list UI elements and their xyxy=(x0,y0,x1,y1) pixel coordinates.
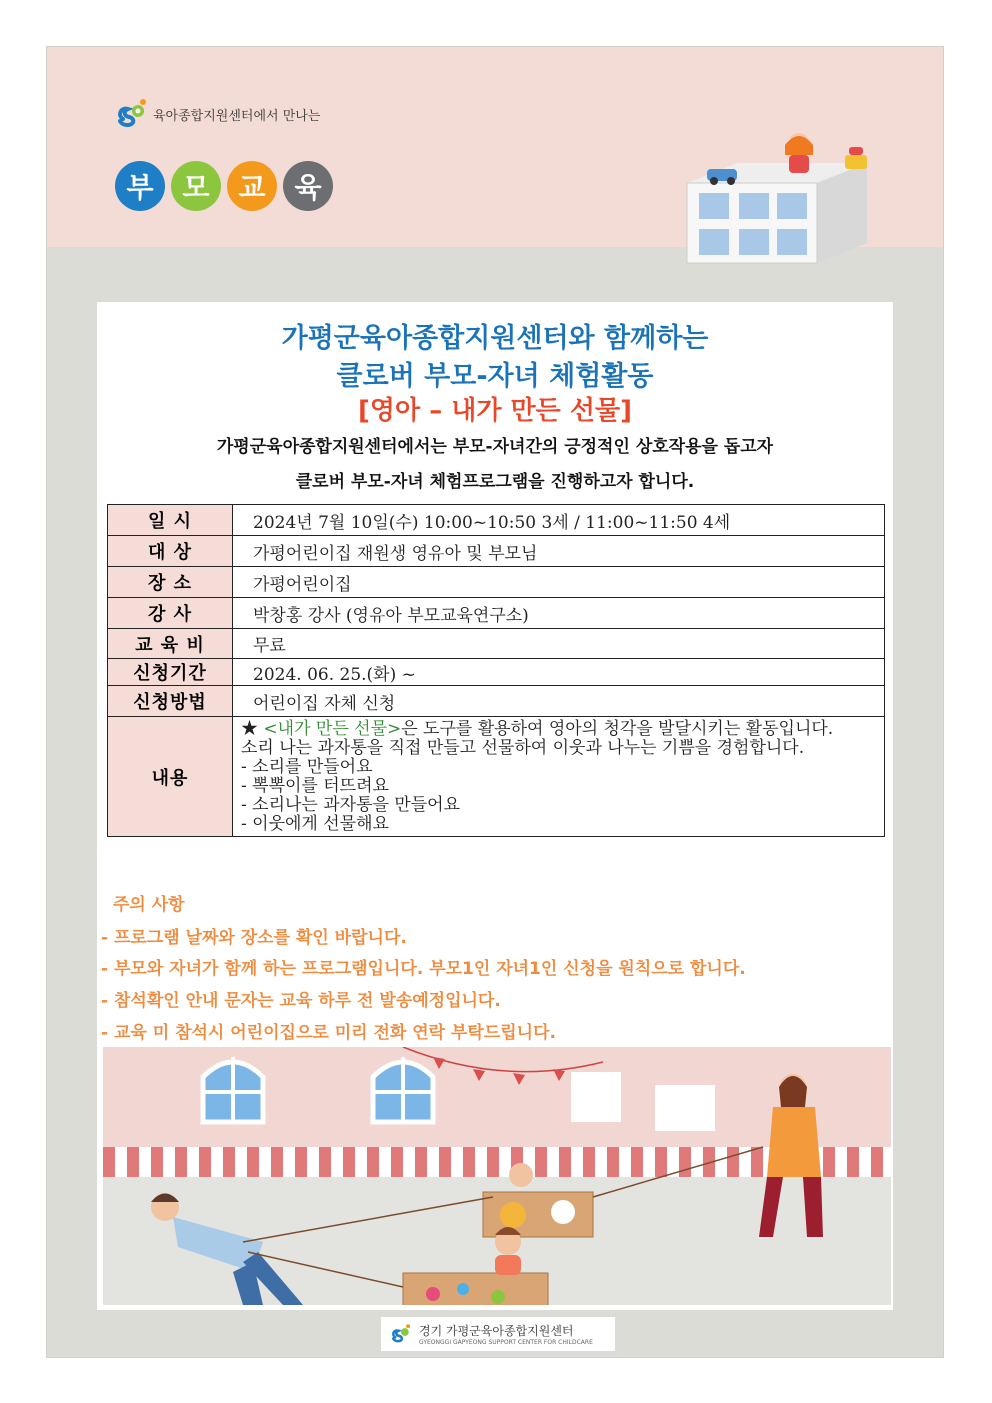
row-value: 가평어린이집 xyxy=(233,567,885,598)
footer-texts xyxy=(413,1322,593,1346)
footer-logo xyxy=(381,1317,615,1351)
content-line-1: ★ <내가 만든 선물>은 도구를 활용하여 영아의 청각을 발달시키는 활동입니다. xyxy=(241,718,834,739)
footer-center-name: 경기 가평군육아종합지원센터 xyxy=(419,1324,574,1338)
family-play-illustration xyxy=(103,1047,891,1305)
toy-shelf-illustration xyxy=(677,133,877,273)
row-value: 박창홍 강사 (영유아 부모교육연구소) xyxy=(233,598,885,629)
list-item: - 뽁뽁이를 터뜨려요 xyxy=(241,775,389,796)
row-value: 가평어린이집 재원생 영유아 및 부모님 xyxy=(233,536,885,567)
table-row xyxy=(108,598,885,629)
footer-center-subtitle: GYEONGGI GAPYEONG SUPPORT CENTER FOR CHILDCARE xyxy=(419,1339,593,1346)
row-label: 신청방법 xyxy=(108,686,233,717)
circle-yuk: 육 xyxy=(283,161,333,211)
list-item: - 소리를 만들어요 xyxy=(241,756,373,777)
row-value: 어린이집 자체 신청 xyxy=(233,686,885,717)
table-row xyxy=(108,659,885,686)
program-name: <내가 만든 선물> xyxy=(263,718,402,739)
notice-item: - 참석확인 안내 문자는 교육 하루 전 발송예정입니다. xyxy=(101,991,501,1011)
list-item: - 이웃에게 선물해요 xyxy=(241,813,389,834)
notice-title: 주의 사항 xyxy=(113,895,185,915)
intro-line-1: 가평군육아종합지원센터에서는 부모-자녀간의 긍정적인 상호작용을 돕고자 xyxy=(216,437,774,457)
list-item: - 소리나는 과자통을 만들어요 xyxy=(241,794,461,815)
info-table xyxy=(107,504,885,837)
row-value: 2024년 7월 10일(수) 10:00~10:50 3세 / 11:00~11:50 4세 xyxy=(233,505,885,536)
content-panel xyxy=(97,302,893,1310)
content-description xyxy=(233,717,885,837)
title-line-2: 클로버 부모-자녀 체험활동 xyxy=(336,361,654,392)
row-label: 장 소 xyxy=(108,567,233,598)
table-row xyxy=(108,536,885,567)
star-icon: ★ xyxy=(241,718,264,739)
row-label: 강 사 xyxy=(108,598,233,629)
notice-item: - 프로그램 날짜와 장소를 확인 바랍니다. xyxy=(101,928,407,948)
row-value: 2024. 06. 25.(화) ~ xyxy=(233,659,885,686)
row-value: 무료 xyxy=(233,629,885,659)
table-row xyxy=(108,686,885,717)
circle-bu: 부 xyxy=(115,161,165,211)
center-logo xyxy=(115,97,320,131)
row-label: 신청기간 xyxy=(108,659,233,686)
table-row xyxy=(108,629,885,659)
row-label: 교 육 비 xyxy=(108,629,233,659)
table-row xyxy=(108,717,885,837)
poster-frame xyxy=(46,46,944,1358)
intro-line-2: 클로버 부모-자녀 체험프로그램을 진행하고자 합니다. xyxy=(295,472,695,492)
table-row xyxy=(108,567,885,598)
title-line-3: [영아 – 내가 만든 선물] xyxy=(358,396,632,426)
footer-logo-icon xyxy=(389,1323,413,1345)
notice-item: - 부모와 자녀가 함께 하는 프로그램입니다. 부모1인 자녀1인 신청을 원칙으로 합니다. xyxy=(101,959,746,979)
logo-subtitle: 육아종합지원센터에서 만나는 xyxy=(153,108,321,124)
circle-mo: 모 xyxy=(171,161,221,211)
circle-gyo: 교 xyxy=(227,161,277,211)
row-label: 대 상 xyxy=(108,536,233,567)
title-line-1: 가평군육아종합지원센터와 함께하는 xyxy=(281,323,709,354)
parent-education-circles xyxy=(115,161,333,211)
table-row xyxy=(108,505,885,536)
center-logo-icon xyxy=(115,97,149,131)
row-label: 일 시 xyxy=(108,505,233,536)
header-banner xyxy=(47,47,943,247)
notice-item: - 교육 미 참석시 어린이집으로 미리 전화 연락 부탁드립니다. xyxy=(101,1023,556,1043)
content-line-2: 소리 나는 과자통을 직접 만들고 선물하여 이웃과 나누는 기쁨을 경험합니다. xyxy=(241,737,805,758)
content-label: 내용 xyxy=(108,717,233,837)
